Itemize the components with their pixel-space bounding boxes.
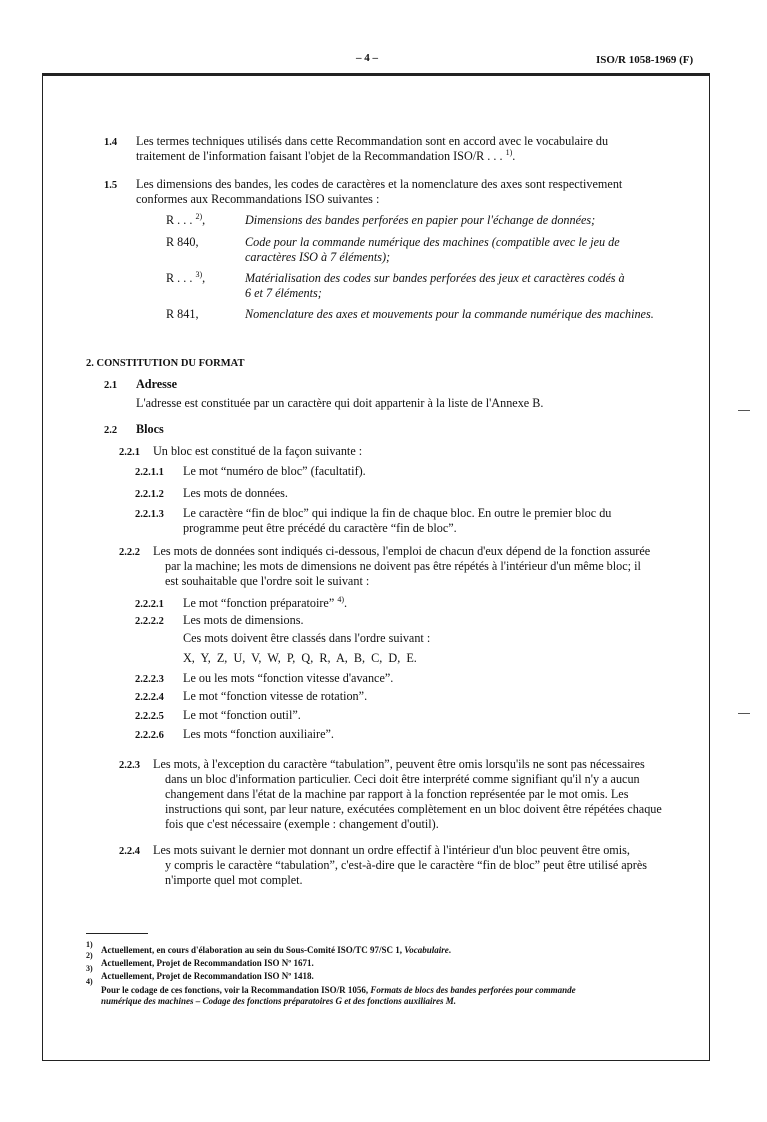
footnote-text: Actuellement, en cours d'élaboration au sein du Sous-Comité ISO/TC 97/SC 1, Vocabulaire.	[101, 945, 452, 955]
item-number: 2.2.2.2	[135, 616, 164, 627]
recommendation-title: Nomenclature des axes et mouvements pour la commande numérique des machines.	[245, 307, 654, 321]
item-text: Ces mots doivent être classés dans l'ordre suivant :	[183, 631, 431, 645]
section-number: 2.2.3	[119, 760, 140, 771]
paragraph-line: changement dans l'état de la machine par rapport à la fonction représentée par le mot omis. Les	[165, 787, 629, 801]
section-number: 2.2.4	[119, 846, 140, 857]
footnote-mark: 2)	[86, 951, 93, 960]
item-number: 2.2.2.6	[135, 730, 164, 741]
section-number: 1.4	[104, 137, 118, 148]
item-number: 2.2.2.4	[135, 692, 164, 703]
footnote-ref: 1)	[505, 147, 513, 157]
item-text: programme peut être précédé du caractère “fin de bloc”.	[183, 521, 457, 535]
paragraph-line: L'adresse est constituée par un caractère qui doit appartenir à la liste de l'Annexe B.	[136, 396, 544, 410]
margin-mark	[738, 713, 750, 714]
paragraph-line: Un bloc est constitué de la façon suivante :	[153, 444, 363, 458]
footnote-mark: 1)	[86, 940, 93, 949]
footnote-mark: 3)	[86, 964, 93, 973]
margin-mark	[738, 410, 750, 411]
footnote-mark: 4)	[86, 977, 93, 986]
paragraph-line: Les termes techniques utilisés dans cette Recommandation sont en accord avec le vocabulaire du	[136, 134, 609, 148]
item-text: Les mots “fonction auxiliaire”.	[183, 727, 334, 741]
section-number: 1.5	[104, 180, 118, 191]
paragraph-line: par la machine; les mots de dimensions ne doivent pas être répétés à l'intérieur d'un même bloc; il	[165, 559, 641, 573]
axis-letters: X, Y, Z, U, V, W, P, Q, R, A, B, C, D, E.	[183, 651, 417, 665]
item-text: Le mot “fonction outil”.	[183, 708, 301, 722]
item-number: 2.2.2.5	[135, 711, 164, 722]
paragraph-line: y compris le caractère “tabulation”, c'est-à-dire que le caractère “fin de bloc” peut être utilisé après	[165, 858, 647, 872]
paragraph-line: Les dimensions des bandes, les codes de caractères et la nomenclature des axes sont respectivement	[136, 177, 623, 191]
paragraph-line: Les mots de données sont indiqués ci-dessous, l'emploi de chacun d'eux dépend de la fonction assurée	[153, 544, 651, 558]
footnote-rule	[86, 933, 148, 934]
recommendation-title: Code pour la commande numérique des machines (compatible avec le jeu de	[245, 235, 620, 249]
item-text: Le mot “fonction vitesse de rotation”.	[183, 689, 368, 703]
section-number: 2.2.2	[119, 547, 140, 558]
paragraph-line: conformes aux Recommandations ISO suivantes :	[136, 192, 380, 206]
paragraph-line: instructions qui sont, par leur nature, exécutées complètement en un bloc doivent être répétées chaque	[165, 802, 662, 816]
recommendation-code: R . . . $^{3)}$,	[166, 269, 206, 285]
footnote-text: Actuellement, Projet de Recommandation ISO Nº 1418.	[101, 971, 314, 981]
recommendation-title: Dimensions des bandes perforées en papier pour l'échange de données;	[245, 213, 596, 227]
recommendation-title: caractères ISO à 7 éléments);	[245, 250, 391, 264]
recommendation-code: R . . . $^{2)}$,	[166, 211, 206, 227]
footnote-text: numérique des machines – Codage des fonctions préparatoires G et des fonctions auxiliaires M.	[101, 996, 457, 1006]
section-number: 2.1	[104, 380, 118, 391]
item-number: 2.2.1.1	[135, 467, 164, 478]
recommendation-code: R 841,	[166, 307, 199, 321]
item-number: 2.2.1.3	[135, 509, 164, 520]
footnote-text: Actuellement, Projet de Recommandation ISO Nº 1671.	[101, 958, 314, 968]
section-heading: 2. CONSTITUTION DU FORMAT	[86, 358, 245, 369]
section-number: 2.2.1	[119, 447, 140, 458]
paragraph-line: Les mots, à l'exception du caractère “tabulation”, peuvent être omis lorsqu'ils ne sont pas nécessaires	[153, 757, 645, 771]
recommendation-title: Matérialisation des codes sur bandes perforées des jeux et caractères codés à	[245, 271, 625, 285]
item-text: Le mot “fonction préparatoire” $^{4)}$.	[183, 594, 348, 610]
item-number: 2.2.2.1	[135, 599, 164, 610]
page-number: – 4 –	[356, 52, 378, 64]
document-reference: ISO/R 1058-1969 (F)	[596, 54, 694, 66]
footnote-text: Pour le codage de ces fonctions, voir la Recommandation ISO/R 1056, Formats de blocs des bandes perforées pour commande	[101, 985, 576, 995]
paragraph-line: dans un bloc d'information particulier. Ceci doit être interprété comme signifiant qu'il n'y a aucun	[165, 772, 640, 786]
item-text: Le caractère “fin de bloc” qui indique la fin de chaque bloc. En outre le premier bloc du	[183, 506, 612, 520]
paragraph-line: traitement de l'information faisant l'objet de la Recommandation ISO/R . . . $^{1)}$.	[136, 147, 516, 163]
item-number: 2.2.1.2	[135, 489, 164, 500]
recommendation-title: 6 et 7 éléments;	[245, 286, 322, 300]
paragraph-line: est souhaitable que l'ordre soit le suivant :	[165, 574, 370, 588]
section-number: 2.2	[104, 425, 118, 436]
item-text: Le ou les mots “fonction vitesse d'avance”.	[183, 671, 394, 685]
paragraph-line: n'importe quel mot complet.	[165, 873, 303, 887]
paragraph-line: Les mots suivant le dernier mot donnant un ordre effectif à l'intérieur d'un bloc peuvent être omis,	[153, 843, 630, 857]
subsection-title: Adresse	[136, 377, 178, 391]
item-text: Les mots de données.	[183, 486, 288, 500]
item-number: 2.2.2.3	[135, 674, 164, 685]
item-text: Le mot “numéro de bloc” (facultatif).	[183, 464, 366, 478]
item-text: Les mots de dimensions.	[183, 613, 304, 627]
paragraph-line: fois que c'est nécessaire (exemple : changement d'outil).	[165, 817, 439, 831]
recommendation-code: R 840,	[166, 235, 199, 249]
subsection-title: Blocs	[136, 422, 164, 436]
